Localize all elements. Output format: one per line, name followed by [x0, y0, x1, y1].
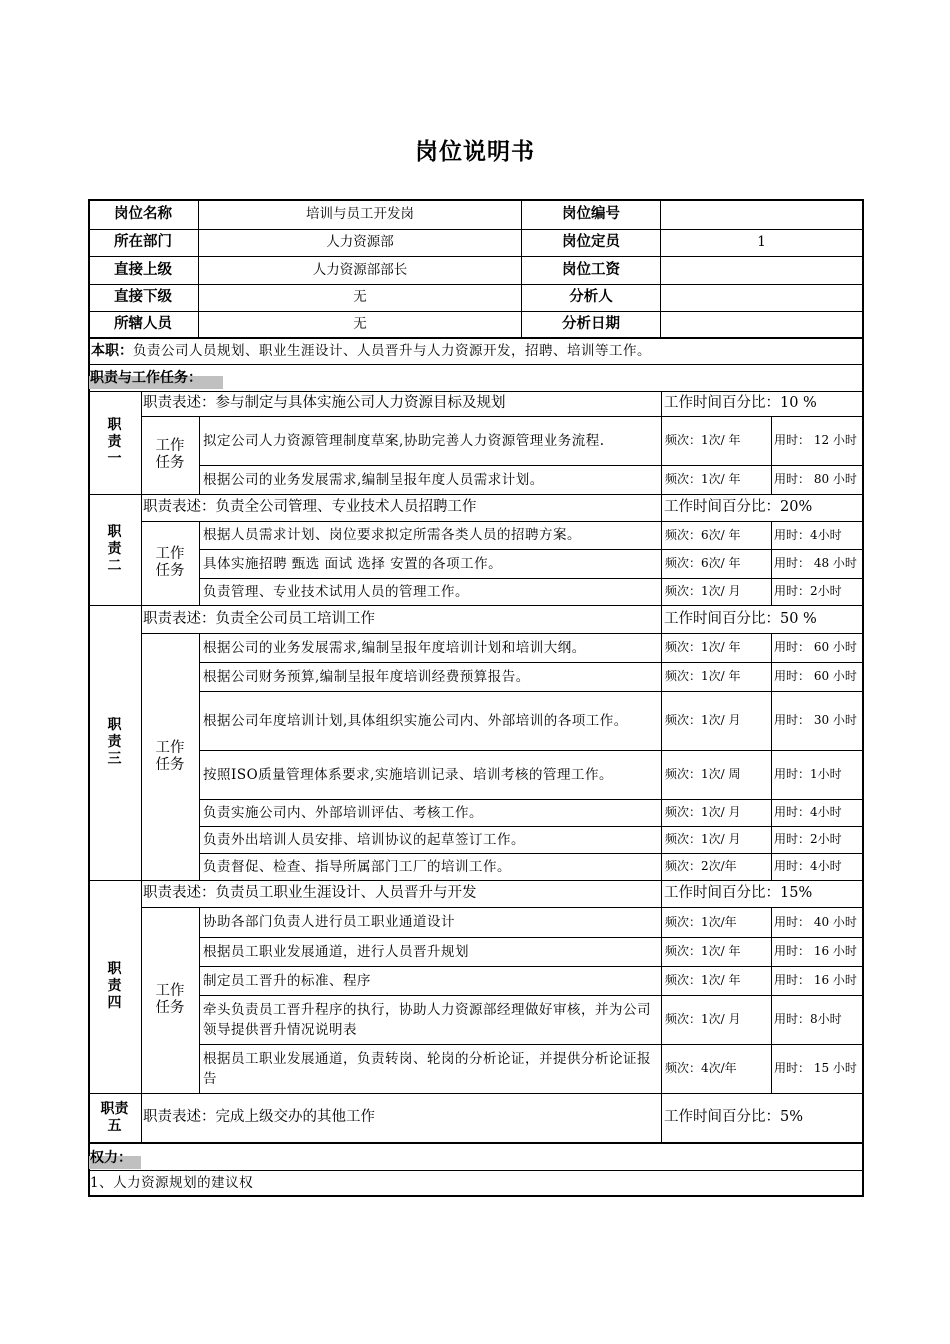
task-text: 负责外出培训人员安排、培训协议的起草签订工作。 — [203, 831, 525, 848]
summary-row — [91, 339, 861, 363]
field-value: 无 — [353, 315, 367, 332]
task-hours: 用时： 30 小时 — [774, 713, 857, 727]
duty-label — [88, 1093, 141, 1142]
task-label — [141, 633, 199, 880]
task-frequency: 频次：1次/ 年 — [665, 973, 741, 987]
duty-description: 职责表述：完成上级交办的其他工作 — [143, 1109, 375, 1125]
task-frequency: 频次：1次/ 月 — [665, 713, 741, 727]
field-value — [661, 256, 862, 284]
duty-time-percentage: 工作时间百分比：50 % — [664, 610, 817, 627]
task-text: 负责实施公司内、外部培训评估、考核工作。 — [203, 804, 483, 821]
duty-label-text: 职责一 — [107, 417, 122, 467]
task-label-text: 工作任务 — [155, 438, 185, 471]
task-frequency: 频次：1次/ 年 — [665, 472, 741, 486]
task-hours: 用时：2小时 — [774, 832, 842, 846]
field-label: 分析人 — [569, 289, 613, 305]
table-border — [771, 416, 772, 494]
table-border — [88, 364, 862, 365]
task-label-text: 工作任务 — [155, 546, 185, 579]
task-frequency: 频次：1次/ 年 — [665, 669, 741, 683]
task-hours: 用时：4小时 — [774, 859, 842, 873]
duty-description: 职责表述：负责全公司管理、专业技术人员招聘工作 — [143, 499, 477, 515]
field-label: 岗位编号 — [562, 205, 620, 222]
field-value: 1 — [757, 234, 766, 250]
task-hours: 用时： 60 小时 — [774, 640, 857, 654]
duty-description: 职责表述：负责员工职业生涯设计、人员晋升与开发 — [143, 885, 477, 901]
task-hours: 用时：4小时 — [774, 805, 842, 819]
task-text: 拟定公司人力资源管理制度草案,协助完善人力资源管理业务流程. — [203, 432, 605, 449]
task-text: 负责督促、检查、指导所属部门工厂的培训工作。 — [203, 858, 511, 875]
duty-description: 职责表述：参与制定与具体实施公司人力资源目标及规划 — [143, 395, 506, 411]
task-frequency: 频次：1次/年 — [665, 914, 737, 929]
table-border — [661, 880, 662, 907]
task-hours: 用时： 60 小时 — [774, 669, 857, 683]
task-frequency: 频次：1次/ 年 — [665, 944, 741, 958]
summary-text: 负责公司人员规划、职业生涯设计、人员晋升与人力资源开发，招聘、培训等工作。 — [133, 342, 651, 359]
field-value — [661, 199, 862, 229]
task-frequency: 频次：1次/ 月 — [665, 584, 741, 598]
authority-item: 1、人力资源规划的建议权 — [90, 1174, 254, 1191]
task-hours: 用时： 48 小时 — [774, 556, 857, 570]
task-frequency: 频次：1次/ 年 — [665, 640, 741, 654]
summary-label: 本职： — [91, 342, 133, 359]
task-hours: 用时：4小时 — [774, 527, 842, 542]
table-border — [661, 416, 662, 494]
field-label: 直接上级 — [114, 261, 172, 278]
field-label: 所在部门 — [114, 234, 172, 250]
field-label: 岗位定员 — [562, 234, 620, 250]
task-hours: 用时：1小时 — [774, 767, 842, 781]
table-border — [661, 605, 662, 633]
task-text: 协助各部门负责人进行员工职业通道设计 — [203, 914, 455, 930]
task-text: 根据员工职业发展通道，进行人员晋升规划 — [203, 943, 469, 960]
field-value — [661, 284, 862, 311]
task-label-text: 工作任务 — [155, 739, 185, 773]
field-label: 岗位工资 — [562, 261, 620, 278]
field-label: 分析日期 — [562, 315, 620, 332]
duty-time-percentage: 工作时间百分比：15% — [664, 885, 813, 901]
duty-label — [88, 391, 141, 494]
task-text: 根据公司的业务发展需求,编制呈报年度人员需求计划。 — [203, 471, 544, 488]
table-border — [661, 1093, 662, 1142]
table-border — [771, 521, 772, 605]
task-label — [141, 416, 199, 494]
duty-label — [88, 494, 141, 605]
field-value: 无 — [353, 289, 367, 305]
task-frequency: 频次：1次/ 年 — [665, 433, 741, 447]
task-text: 根据公司财务预算,编制呈报年度培训经费预算报告。 — [203, 668, 530, 685]
duty-label — [88, 880, 141, 1093]
task-frequency: 频次：6次/ 年 — [665, 527, 741, 542]
task-label — [141, 521, 199, 605]
task-hours: 用时： 12 小时 — [774, 433, 857, 447]
task-text: 根据人员需求计划、岗位要求拟定所需各类人员的招聘方案。 — [203, 527, 581, 543]
task-text: 根据员工职业发展通道，负责转岗、轮岗的分析论证，并提供分析论证报告 — [203, 1050, 651, 1087]
table-border — [660, 199, 661, 337]
table-border — [661, 633, 662, 880]
task-text: 根据公司的业务发展需求,编制呈报年度培训计划和培训大纲。 — [203, 639, 586, 656]
task-frequency: 频次：6次/ 年 — [665, 556, 741, 570]
task-frequency: 频次：2次/年 — [665, 859, 737, 873]
duty-label-text: 职责四 — [107, 961, 122, 1011]
duty-label-text: 职责五 — [100, 1100, 129, 1134]
task-label — [141, 907, 199, 1093]
field-label: 所辖人员 — [114, 315, 172, 332]
task-hours: 用时： 16 小时 — [774, 944, 857, 958]
table-border — [521, 199, 522, 337]
field-label: 直接下级 — [114, 289, 172, 305]
task-frequency: 频次：4次/年 — [665, 1061, 737, 1075]
table-border — [661, 494, 662, 521]
duty-label — [88, 605, 141, 880]
task-hours: 用时： 80 小时 — [774, 472, 857, 486]
task-hours: 用时：2小时 — [774, 584, 842, 598]
field-value — [661, 311, 862, 337]
task-label-text: 工作任务 — [155, 983, 185, 1016]
table-border — [88, 1195, 864, 1197]
task-frequency: 频次：1次/ 月 — [665, 1012, 741, 1026]
field-value: 人力资源部 — [326, 234, 394, 250]
task-hours: 用时： 16 小时 — [774, 973, 857, 987]
duties-section-label: 职责与工作任务： — [90, 369, 202, 386]
task-text: 根据公司年度培训计划,具体组织实施公司内、外部培训的各项工作。 — [203, 712, 628, 729]
page-title: 岗位说明书 — [415, 139, 535, 165]
authority-section-label: 权力： — [90, 1149, 132, 1166]
task-text: 牵头负责员工晋升程序的执行，协助人力资源部经理做好审核，并为公司领导提供晋升情况说明表 — [203, 1001, 651, 1038]
task-hours: 用时：8小时 — [774, 1012, 842, 1026]
duty-time-percentage: 工作时间百分比：20% — [664, 499, 813, 515]
table-border — [862, 199, 864, 1197]
task-text: 负责管理、专业技术试用人员的管理工作。 — [203, 583, 469, 600]
task-frequency: 频次：1次/ 月 — [665, 832, 741, 846]
task-text: 具体实施招聘 甄选 面试 选择 安置的各项工作。 — [203, 555, 503, 572]
duty-label-text: 职责三 — [107, 717, 122, 767]
field-value: 人力资源部部长 — [312, 261, 408, 278]
task-text: 按照ISO质量管理体系要求,实施培训记录、培训考核的管理工作。 — [203, 766, 613, 783]
duty-time-percentage: 工作时间百分比：5% — [664, 1109, 804, 1125]
duty-time-percentage: 工作时间百分比：10 % — [664, 395, 817, 411]
duty-label-text: 职责二 — [107, 524, 122, 574]
table-border — [141, 1093, 142, 1142]
task-hours: 用时： 40 小时 — [774, 914, 857, 929]
table-border — [661, 907, 662, 1093]
table-border — [198, 199, 199, 337]
duty-description: 职责表述：负责全公司员工培训工作 — [143, 610, 375, 627]
table-border — [771, 633, 772, 880]
task-frequency: 频次：1次/ 周 — [665, 767, 741, 781]
table-border — [661, 521, 662, 605]
task-frequency: 频次：1次/ 月 — [665, 805, 741, 819]
field-label: 岗位名称 — [114, 205, 172, 222]
field-value: 培训与员工开发岗 — [306, 205, 414, 222]
table-border — [771, 907, 772, 1093]
table-border — [661, 391, 662, 416]
task-text: 制定员工晋升的标准、程序 — [203, 972, 371, 989]
table-border — [88, 1142, 864, 1144]
task-hours: 用时： 15 小时 — [774, 1061, 857, 1075]
